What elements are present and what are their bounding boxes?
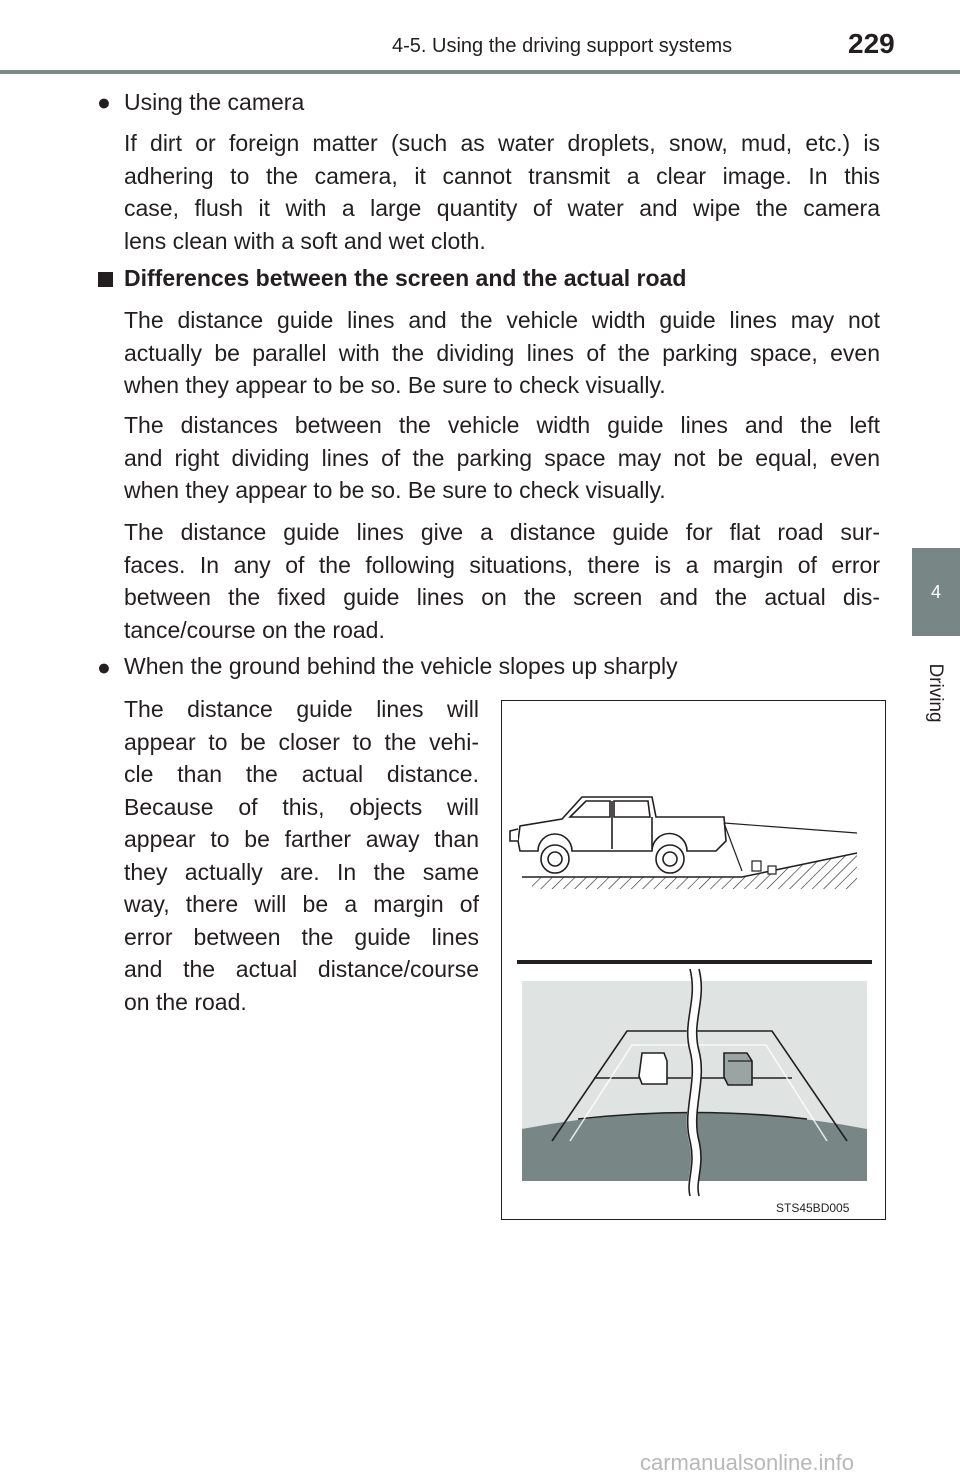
paragraph-line: between the fixed guide lines on the screen and the actual dis- (124, 584, 880, 610)
paragraph-line: cle than the actual distance. (124, 761, 479, 787)
paragraph-line: when they appear to be so. Be sure to check visually. (124, 372, 666, 398)
bullet-icon: ● (97, 654, 111, 680)
slope-illustration (502, 701, 884, 1218)
paragraph-line: on the road. (124, 988, 247, 1015)
section-heading: Differences between the screen and the actual road (124, 265, 687, 291)
paragraph-line: The distance guide lines give a distance guide for flat road sur- (124, 519, 880, 545)
differences-paragraph-3 (124, 516, 880, 646)
paragraph-line: adhering to the camera, it cannot transmit a clear image. In this (124, 162, 880, 189)
differences-paragraph-1 (124, 304, 880, 402)
paragraph-line: actually be parallel with the dividing lines of the parking space, even (124, 339, 880, 366)
paragraph-line: appear to be closer to the vehi- (124, 728, 479, 755)
paragraph-line: case, flush it with a large quantity of water and wipe the camera (124, 195, 880, 221)
paragraph-line: and the actual distance/course (124, 956, 479, 982)
paragraph-line: appear to be farther away than (124, 826, 479, 852)
header-divider (0, 70, 960, 74)
paragraph-line: The distances between the vehicle width guide lines and the left (124, 412, 880, 438)
square-bullet-icon (98, 272, 113, 287)
paragraph-line: If dirt or foreign matter (such as water droplets, snow, mud, etc.) is (124, 130, 880, 156)
paragraph-line: when they appear to be so. Be sure to check visually. (124, 477, 666, 503)
section-title: 4-5. Using the driving support systems (392, 35, 733, 57)
paragraph-line: and right dividing lines of the parking space may not be equal, even (124, 444, 880, 471)
chapter-label (915, 648, 955, 738)
slope-paragraph (124, 693, 479, 1018)
differences-paragraph-2 (124, 409, 880, 507)
paragraph-line: tance/course on the road. (124, 616, 385, 643)
bullet-icon: ● (97, 89, 111, 115)
paragraph-line: error between the guide lines (124, 923, 479, 950)
item-title: Using the camera (124, 89, 305, 115)
truck-icon (510, 797, 726, 873)
paragraph-line: way, there will be a margin of (124, 891, 479, 917)
paragraph-line: The distance guide lines will (124, 696, 479, 722)
paragraph-line: Because of this, objects will (124, 793, 479, 820)
chapter-title: Driving (925, 663, 946, 723)
obstacle-box-left (639, 1053, 667, 1084)
figure-code: STS45BD005 (776, 1201, 850, 1215)
ground-hatch (522, 853, 857, 889)
paragraph-line: they actually are. In the same (124, 858, 479, 885)
paragraph-line: The distance guide lines and the vehicle width guide lines may not (124, 307, 880, 333)
camera-screen (522, 969, 867, 1196)
obstacle-box-right (724, 1053, 752, 1085)
paragraph-line: faces. In any of the following situations, there is a margin of error (124, 551, 880, 578)
chapter-tab: 4 (912, 548, 960, 636)
item-title: When the ground behind the vehicle slopes up sharply (124, 653, 678, 679)
watermark-text: carmanualsonline.info (640, 1450, 855, 1475)
page-number: 229 (848, 28, 895, 59)
camera-paragraph (124, 127, 880, 257)
paragraph-line: lens clean with a soft and wet cloth. (124, 227, 486, 254)
illustration-frame (501, 700, 886, 1220)
